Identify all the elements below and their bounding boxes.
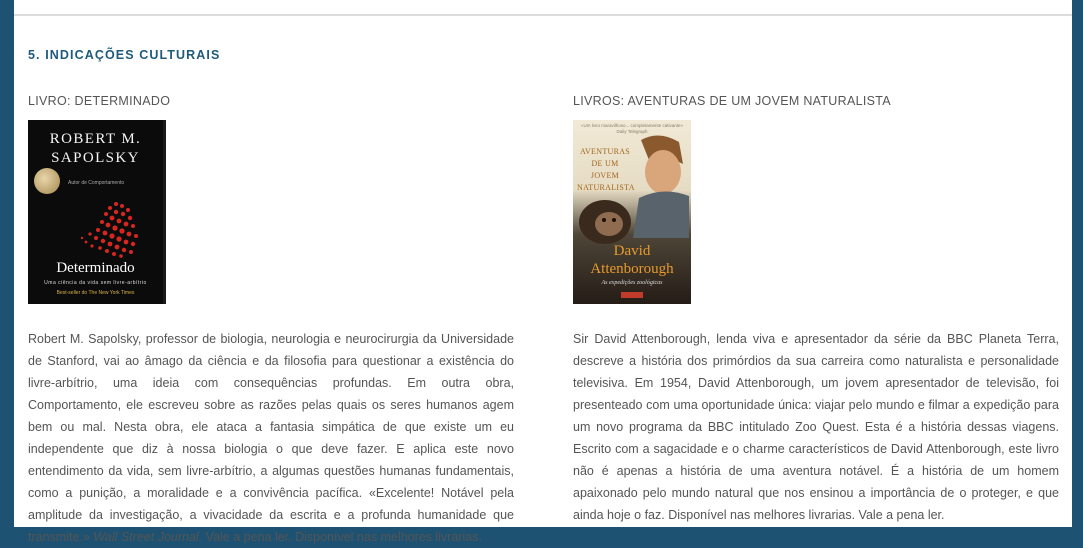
book-cover-aventuras[interactable]	[573, 120, 691, 304]
book-cover-determinado[interactable]	[28, 120, 166, 304]
cover-quote: «Um livro maravilhoso... completamente cativante» Daily Telegraph	[580, 123, 684, 134]
book-description: Robert M. Sapolsky, professor de biologia, neurologia e neurocirurgia da Universidade de Stanford, vai ao âmago da ciência e da filosofia para questionar a existência do livre-arbítrio, uma ideia com consequências profundas. Em outra obra, Comportamento, ele escreveu sobre as razões pelas quais os seres humanos agem bem ou mal. Nesta obra, ele ataca a fantasia simpática de que existe um eu independente que diz à nossa biologia o que deve fazer. E aplica este novo entendimento da vida, sem livre-arbítrio, a algumas questões humanas fundamentais, como a punição, a moralidade e a convivência pacífica. «Excelente! Notável pela amplitude da investigação, a vivacidade da escrita e a profunda humanidade que transmite.» Wall Street Journal. Vale a pena ler. Disponível nas melhores livrarias.	[28, 332, 514, 544]
cover-author-sub: Autor de Comportamento	[68, 180, 125, 186]
publisher-logo-icon	[621, 292, 643, 298]
book-description: Sir David Attenborough, lenda viva e apresentador da série da BBC Planeta Terra, descreve a história dos primórdios da sua carreira como naturalista e personalidade televisiva. Em 1954, David Attenborough, um jovem apresentador de televisão, foi presenteado com uma oportunidade única: viajar pelo mundo e filmar a expedição para um novo programa da BBC intitulado Zoo Quest. Esta é a história dessas viagens. Escrito com a sagacidade e o charme característicos de David Attenborough, este livro não é apenas a história de uma aventura notável. É a história de um homem apaixonado pelo mundo natural que nos ensinou a importância de o proteger, e que ainda hoje o faz. Disponível nas melhores livrarias. Vale a pena ler.	[573, 332, 1059, 522]
book-heading: LIVROS: AVENTURAS DE UM JOVEM NATURALISTA	[573, 94, 891, 108]
cover-title: Determinado	[56, 260, 135, 276]
cover-author: ROBERT M. SAPOLSKY	[49, 131, 142, 166]
chimpanzee-icon	[577, 198, 635, 246]
content-page	[14, 0, 1072, 544]
cover-title: AVENTURAS DE UM JOVEM NATURALISTA	[577, 147, 635, 192]
book-card-aventuras	[573, 94, 1059, 526]
cover-subtitle: Uma ciência da vida sem livre-arbítrio	[44, 280, 147, 286]
section-title: 5. INDICAÇÕES CULTURAIS	[28, 48, 221, 62]
cover-tagline: Best-seller do The New York Times	[56, 290, 135, 296]
quote-source: Wall Street Journal.	[93, 530, 203, 544]
man-portrait-icon	[629, 134, 689, 238]
book-heading: LIVRO: DETERMINADO	[28, 94, 171, 108]
red-head-illustration-icon	[76, 192, 148, 270]
cover-author: David Attenborough	[590, 243, 674, 277]
award-badge-icon	[34, 168, 60, 194]
book-card-determinado	[28, 94, 514, 548]
top-divider	[14, 14, 1072, 16]
cover-subtitle: As expedições zoológicas	[601, 280, 663, 286]
